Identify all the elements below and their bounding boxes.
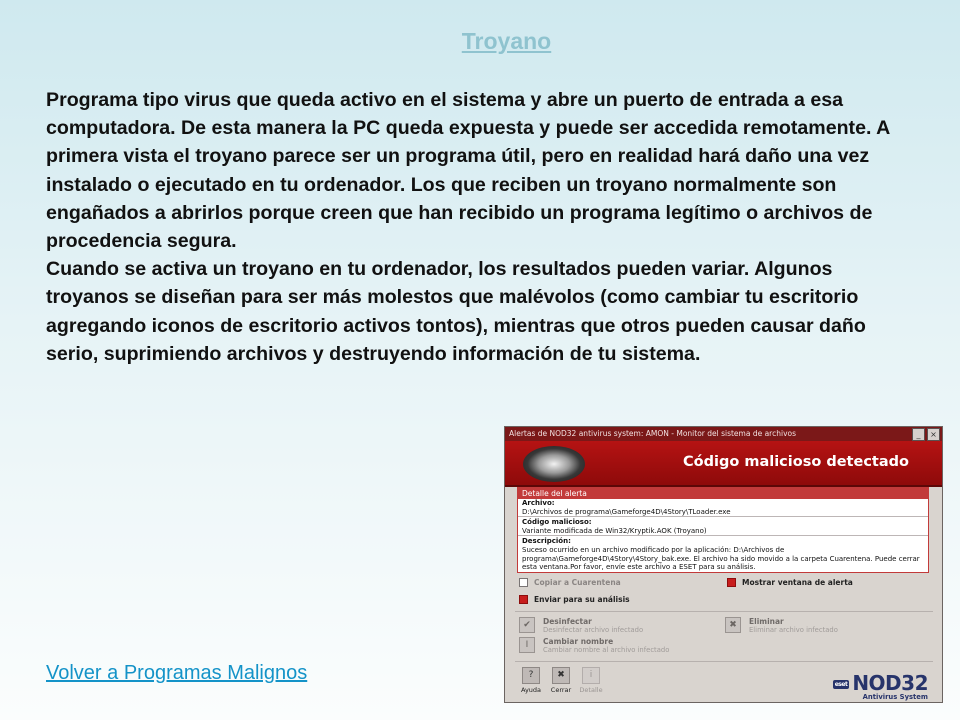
nod32-logo xyxy=(833,671,928,701)
help-button[interactable] xyxy=(517,667,545,694)
button-label: Cerrar xyxy=(550,686,572,694)
disinfect-action[interactable] xyxy=(519,617,643,634)
divider xyxy=(515,611,933,612)
alert-heading: Código malicioso detectado xyxy=(683,454,909,470)
close-window-button[interactable]: × xyxy=(927,428,940,441)
action-label: Cambiar nombre xyxy=(543,637,614,646)
logo-text: NOD32 xyxy=(852,671,928,695)
paragraph: Cuando se activa un troyano en tu ordenador, los resultados pueden variar. Algunos troyanos se diseñan para ser más molestos que malévolos (como cambiar tu escritorio agregando iconos de escritorio activos tontos), mientras que otros pueden causar daño serio, suprimiendo archivos y destruyendo información de tu sistema. xyxy=(46,258,866,365)
window-controls xyxy=(912,428,940,441)
info-icon: i xyxy=(582,667,600,684)
window-titlebar xyxy=(505,427,942,441)
alert-description: Suceso ocurrido en un archivo modificado por la aplicación: D:\Archivos de programa\Gameforge4D\4Story\4Story_bak.exe. El archivo ha sido movido a la carpeta Cuarentena. Puede cerrar esta ventana.Por favor, envíe este archivo a ESET para su análisis. xyxy=(522,545,920,572)
page-title: Troyano xyxy=(461,28,552,54)
rename-icon: I xyxy=(519,637,535,653)
file-label: Archivo: xyxy=(522,499,555,507)
help-icon: ? xyxy=(522,667,540,684)
action-label: Desinfectar xyxy=(543,617,592,626)
button-label: Ayuda xyxy=(520,686,542,694)
delete-icon: ✖ xyxy=(725,617,741,633)
button-label: Detalle xyxy=(579,686,603,694)
show-alert-checkbox[interactable] xyxy=(727,578,853,587)
detail-button[interactable] xyxy=(577,667,605,694)
malware-name: Variante modificada de Win32/Kryptik.AOK (Troyano) xyxy=(518,527,928,537)
close-icon: ✖ xyxy=(552,667,570,684)
check-icon: ✔ xyxy=(519,617,535,633)
action-desc: Eliminar archivo infectado xyxy=(749,626,838,634)
description-text xyxy=(46,86,916,368)
close-button[interactable] xyxy=(547,667,575,694)
action-desc: Cambiar nombre al archivo infectado xyxy=(543,646,670,654)
detail-header: Detalle del alerta xyxy=(518,488,928,499)
minimize-button[interactable]: _ xyxy=(912,428,925,441)
checkbox-label: Copiar a Cuarentena xyxy=(534,578,621,587)
divider xyxy=(515,661,933,662)
copy-quarantine-checkbox[interactable] xyxy=(519,578,621,587)
window-title: Alertas de NOD32 antivirus system: AMON - Monitor del sistema de archivos xyxy=(509,429,796,438)
checkbox-icon xyxy=(519,578,528,587)
paragraph: Programa tipo virus que queda activo en el sistema y abre un puerto de entrada a esa computadora. De esta manera la PC queda expuesta y puede ser accedida remotamente. A primera vista el troyano parece ser un programa útil, pero en realidad hará daño una vez instalado o ejecutado en tu ordenador. Los que reciben un troyano normalmente son engañados a abrirlos porque creen que han recibido un programa legítimo o archivos de procedencia segura. xyxy=(46,89,890,253)
nod32-alert-window xyxy=(504,426,943,703)
malware-label: Código malicioso: xyxy=(522,518,592,527)
description-label: Descripción: xyxy=(522,537,571,546)
alert-banner xyxy=(505,441,942,487)
back-link[interactable]: Volver a Programas Malignos xyxy=(46,662,308,684)
eset-badge: eset xyxy=(834,681,848,688)
action-desc: Desinfectar archivo infectado xyxy=(543,626,644,634)
alert-detail-panel xyxy=(517,487,929,573)
logo-subtitle: Antivirus System xyxy=(862,693,928,701)
file-path: D:\Archivos de programa\Gameforge4D\4Story\TLoader.exe xyxy=(518,508,928,518)
send-analysis-checkbox[interactable] xyxy=(519,595,630,604)
checkbox-label: Mostrar ventana de alerta xyxy=(742,578,853,587)
action-label: Eliminar xyxy=(749,617,784,626)
checkbox-icon xyxy=(519,595,528,604)
rename-action[interactable] xyxy=(519,637,669,654)
eye-icon xyxy=(523,446,585,482)
delete-action[interactable] xyxy=(725,617,838,634)
checkbox-icon xyxy=(727,578,736,587)
checkbox-label: Enviar para su análisis xyxy=(534,595,630,604)
